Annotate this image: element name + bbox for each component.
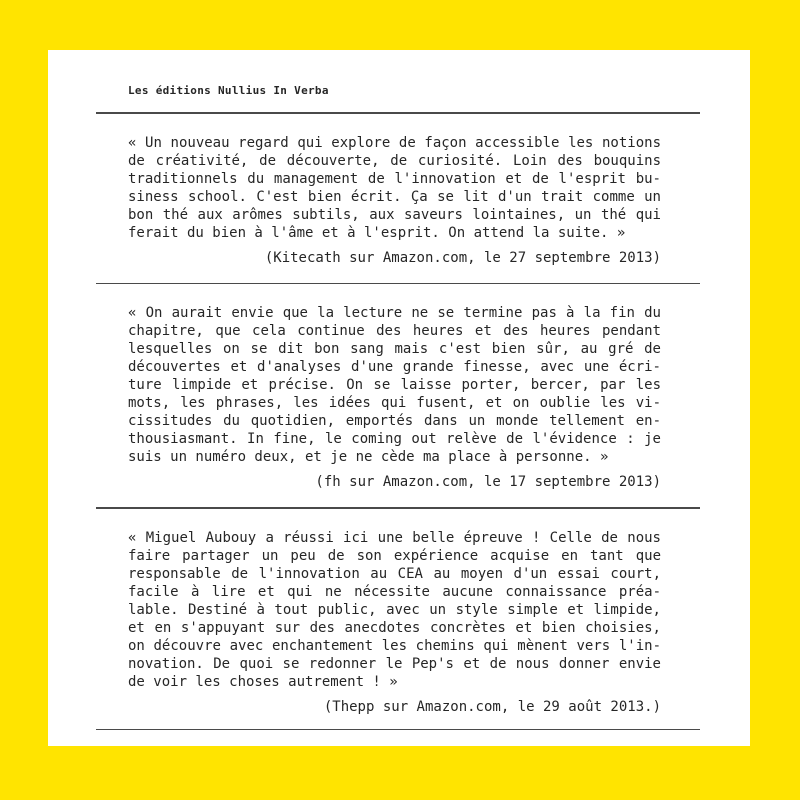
quote-line: traditionnels du management de l'innovation et de l'esprit bu- (128, 170, 661, 187)
quote-block (48, 529, 750, 731)
quote-line: de créativité, de découverte, de curiosité. Loin des bouquins (128, 152, 661, 169)
quote-line: lesquelles on se dit bon sang mais c'est bien sûr, au gré de (128, 341, 661, 357)
quote-line: « Un nouveau regard qui explore de façon accessible les notions (128, 134, 661, 151)
quote-line: découvertes et d'analyses d'une grande finesse, avec une écri- (128, 359, 661, 375)
quote-line: thousiasmant. In fine, le coming out relève de l'évidence : je (128, 431, 661, 447)
quote-attribution: (Kitecath sur Amazon.com, le 27 septembre 2013) (264, 249, 661, 266)
quote-line: siness school. C'est bien écrit. Ça se lit d'un trait comme un (128, 188, 661, 205)
quote-line: ferait du bien à l'âme et à l'esprit. On attend la suite. » (128, 224, 626, 241)
quote-attribution: (Thepp sur Amazon.com, le 29 août 2013.) (323, 698, 661, 715)
quote-line: faire partager un peu de son expérience acquise en tant que (128, 547, 661, 564)
separator-rule (96, 283, 700, 285)
quote-block (48, 134, 750, 285)
quote-line: ture limpide et précise. On se laisse porter, bercer, par les (128, 377, 661, 393)
quote-line: mots, les phrases, les idées qui fusent, et on oublie les vi- (128, 395, 661, 411)
quote-text (128, 529, 661, 691)
quote-line: novation. De quoi se redonner le Pep's et de nous donner envie (128, 655, 661, 672)
quote-text (128, 134, 661, 242)
quotes (48, 134, 750, 731)
quote-line: chapitre, que cela continue des heures et des heures pendant (128, 323, 661, 339)
quote-line: bon thé aux arômes subtils, aux saveurs lointaines, un thé qui (128, 206, 661, 223)
quote-line: suis un numéro deux, et je ne cède ma place à personne. » (128, 449, 609, 465)
quote-line: « Miguel Aubouy a réussi ici une belle épreuve ! Celle de nous (128, 529, 661, 546)
quote-text (128, 304, 661, 466)
quote-line: « On aurait envie que la lecture ne se termine pas à la fin du (128, 305, 661, 321)
publisher-name: Les éditions Nullius In Verba (128, 84, 329, 97)
separator-rule (96, 507, 700, 509)
quote-line: on découvre avec enchantement les chemins qui mènent vers l'in- (128, 637, 661, 654)
quote-line: facile à lire et qui ne nécessite aucune connaissance préa- (128, 583, 661, 600)
page (48, 50, 750, 746)
header-rule (96, 112, 700, 114)
quote-line: cissitudes du quotidien, emportés dans un monde tellement en- (128, 413, 661, 429)
quote-line: responsable de l'innovation au CEA au moyen d'un essai court, (128, 565, 661, 582)
quote-block (48, 304, 750, 509)
quote-attribution: (fh sur Amazon.com, le 17 septembre 2013) (315, 474, 661, 490)
quote-line: et en s'appuyant sur des anecdotes concrètes et bien choisies, (128, 619, 661, 636)
separator-rule (96, 729, 700, 731)
quote-line: de voir les choses autrement ! » (128, 673, 398, 690)
quote-line: lable. Destiné à tout public, avec un style simple et limpide, (128, 601, 661, 618)
